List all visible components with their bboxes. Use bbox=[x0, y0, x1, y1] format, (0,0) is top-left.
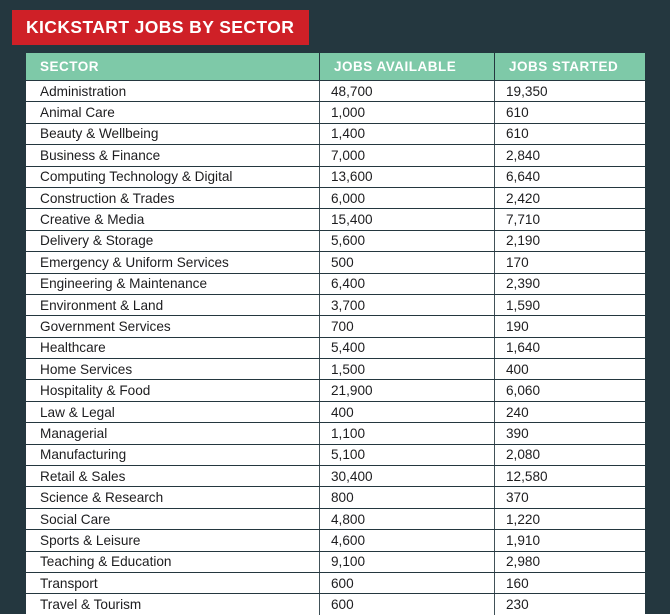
cell-jobs-started: 2,840 bbox=[495, 145, 645, 165]
cell-jobs-started: 2,980 bbox=[495, 552, 645, 572]
cell-jobs-available: 600 bbox=[320, 573, 495, 593]
table-row bbox=[26, 81, 645, 101]
table-row bbox=[26, 487, 645, 507]
cell-jobs-available: 5,600 bbox=[320, 231, 495, 251]
table-row bbox=[26, 252, 645, 272]
cell-jobs-started: 6,640 bbox=[495, 167, 645, 187]
cell-jobs-started: 6,060 bbox=[495, 380, 645, 400]
cell-jobs-started: 190 bbox=[495, 316, 645, 336]
table-body bbox=[26, 81, 645, 615]
cell-jobs-available: 6,400 bbox=[320, 274, 495, 294]
table-row bbox=[26, 466, 645, 486]
cell-sector: Law & Legal bbox=[26, 402, 320, 422]
table-row bbox=[26, 145, 645, 165]
table-row bbox=[26, 594, 645, 614]
cell-jobs-started: 7,710 bbox=[495, 209, 645, 229]
table-row bbox=[26, 573, 645, 593]
cell-jobs-started: 170 bbox=[495, 252, 645, 272]
cell-jobs-available: 500 bbox=[320, 252, 495, 272]
cell-sector: Science & Research bbox=[26, 487, 320, 507]
table-row bbox=[26, 274, 645, 294]
table-row bbox=[26, 359, 645, 379]
cell-jobs-started: 1,910 bbox=[495, 530, 645, 550]
cell-sector: Home Services bbox=[26, 359, 320, 379]
column-header-jobs-started: JOBS STARTED bbox=[495, 53, 645, 80]
cell-jobs-started: 2,390 bbox=[495, 274, 645, 294]
cell-jobs-started: 610 bbox=[495, 102, 645, 122]
cell-jobs-available: 5,400 bbox=[320, 338, 495, 358]
cell-sector: Beauty & Wellbeing bbox=[26, 124, 320, 144]
table-row bbox=[26, 295, 645, 315]
table-header bbox=[26, 53, 645, 80]
cell-sector: Hospitality & Food bbox=[26, 380, 320, 400]
table-row bbox=[26, 402, 645, 422]
cell-jobs-available: 5,100 bbox=[320, 445, 495, 465]
cell-jobs-available: 13,600 bbox=[320, 167, 495, 187]
cell-jobs-available: 1,100 bbox=[320, 423, 495, 443]
data-table-container bbox=[26, 52, 645, 616]
table-row bbox=[26, 509, 645, 529]
page-title: KICKSTART JOBS BY SECTOR bbox=[26, 17, 295, 37]
cell-sector: Healthcare bbox=[26, 338, 320, 358]
cell-sector: Business & Finance bbox=[26, 145, 320, 165]
table-row bbox=[26, 209, 645, 229]
cell-sector: Government Services bbox=[26, 316, 320, 336]
cell-sector: Managerial bbox=[26, 423, 320, 443]
cell-sector: Construction & Trades bbox=[26, 188, 320, 208]
cell-jobs-available: 700 bbox=[320, 316, 495, 336]
cell-sector: Delivery & Storage bbox=[26, 231, 320, 251]
table-row bbox=[26, 445, 645, 465]
cell-sector: Animal Care bbox=[26, 102, 320, 122]
cell-jobs-available: 1,400 bbox=[320, 124, 495, 144]
cell-sector: Transport bbox=[26, 573, 320, 593]
cell-jobs-available: 1,500 bbox=[320, 359, 495, 379]
cell-sector: Computing Technology & Digital bbox=[26, 167, 320, 187]
cell-sector: Environment & Land bbox=[26, 295, 320, 315]
cell-jobs-started: 19,350 bbox=[495, 81, 645, 101]
cell-jobs-started: 2,190 bbox=[495, 231, 645, 251]
cell-jobs-available: 7,000 bbox=[320, 145, 495, 165]
cell-jobs-started: 2,080 bbox=[495, 445, 645, 465]
cell-sector: Creative & Media bbox=[26, 209, 320, 229]
cell-jobs-available: 400 bbox=[320, 402, 495, 422]
cell-jobs-available: 600 bbox=[320, 594, 495, 614]
cell-sector: Retail & Sales bbox=[26, 466, 320, 486]
cell-jobs-started: 1,640 bbox=[495, 338, 645, 358]
cell-jobs-available: 6,000 bbox=[320, 188, 495, 208]
table-row bbox=[26, 188, 645, 208]
cell-jobs-available: 21,900 bbox=[320, 380, 495, 400]
cell-jobs-available: 3,700 bbox=[320, 295, 495, 315]
cell-jobs-available: 48,700 bbox=[320, 81, 495, 101]
cell-jobs-available: 9,100 bbox=[320, 552, 495, 572]
table-row bbox=[26, 231, 645, 251]
title-banner bbox=[12, 10, 309, 45]
cell-jobs-started: 160 bbox=[495, 573, 645, 593]
cell-jobs-available: 15,400 bbox=[320, 209, 495, 229]
cell-jobs-started: 400 bbox=[495, 359, 645, 379]
cell-jobs-available: 30,400 bbox=[320, 466, 495, 486]
cell-jobs-available: 4,800 bbox=[320, 509, 495, 529]
cell-jobs-started: 230 bbox=[495, 594, 645, 614]
table-row bbox=[26, 167, 645, 187]
cell-sector: Emergency & Uniform Services bbox=[26, 252, 320, 272]
table-row bbox=[26, 338, 645, 358]
cell-jobs-available: 1,000 bbox=[320, 102, 495, 122]
cell-sector: Sports & Leisure bbox=[26, 530, 320, 550]
table-row bbox=[26, 102, 645, 122]
cell-jobs-started: 12,580 bbox=[495, 466, 645, 486]
cell-sector: Administration bbox=[26, 81, 320, 101]
cell-sector: Social Care bbox=[26, 509, 320, 529]
cell-sector: Manufacturing bbox=[26, 445, 320, 465]
table-row bbox=[26, 316, 645, 336]
cell-sector: Teaching & Education bbox=[26, 552, 320, 572]
table-row bbox=[26, 530, 645, 550]
table-row bbox=[26, 124, 645, 144]
cell-jobs-started: 240 bbox=[495, 402, 645, 422]
cell-jobs-started: 610 bbox=[495, 124, 645, 144]
cell-jobs-started: 370 bbox=[495, 487, 645, 507]
cell-sector: Engineering & Maintenance bbox=[26, 274, 320, 294]
table-row bbox=[26, 423, 645, 443]
column-header-jobs-available: JOBS AVAILABLE bbox=[320, 53, 495, 80]
jobs-by-sector-table bbox=[26, 52, 645, 616]
cell-jobs-started: 390 bbox=[495, 423, 645, 443]
cell-jobs-started: 1,220 bbox=[495, 509, 645, 529]
cell-jobs-started: 2,420 bbox=[495, 188, 645, 208]
cell-sector: Travel & Tourism bbox=[26, 594, 320, 614]
column-header-sector: SECTOR bbox=[26, 53, 320, 80]
table-row bbox=[26, 380, 645, 400]
table-row bbox=[26, 552, 645, 572]
cell-jobs-available: 4,600 bbox=[320, 530, 495, 550]
table-header-row bbox=[26, 53, 645, 80]
cell-jobs-started: 1,590 bbox=[495, 295, 645, 315]
cell-jobs-available: 800 bbox=[320, 487, 495, 507]
